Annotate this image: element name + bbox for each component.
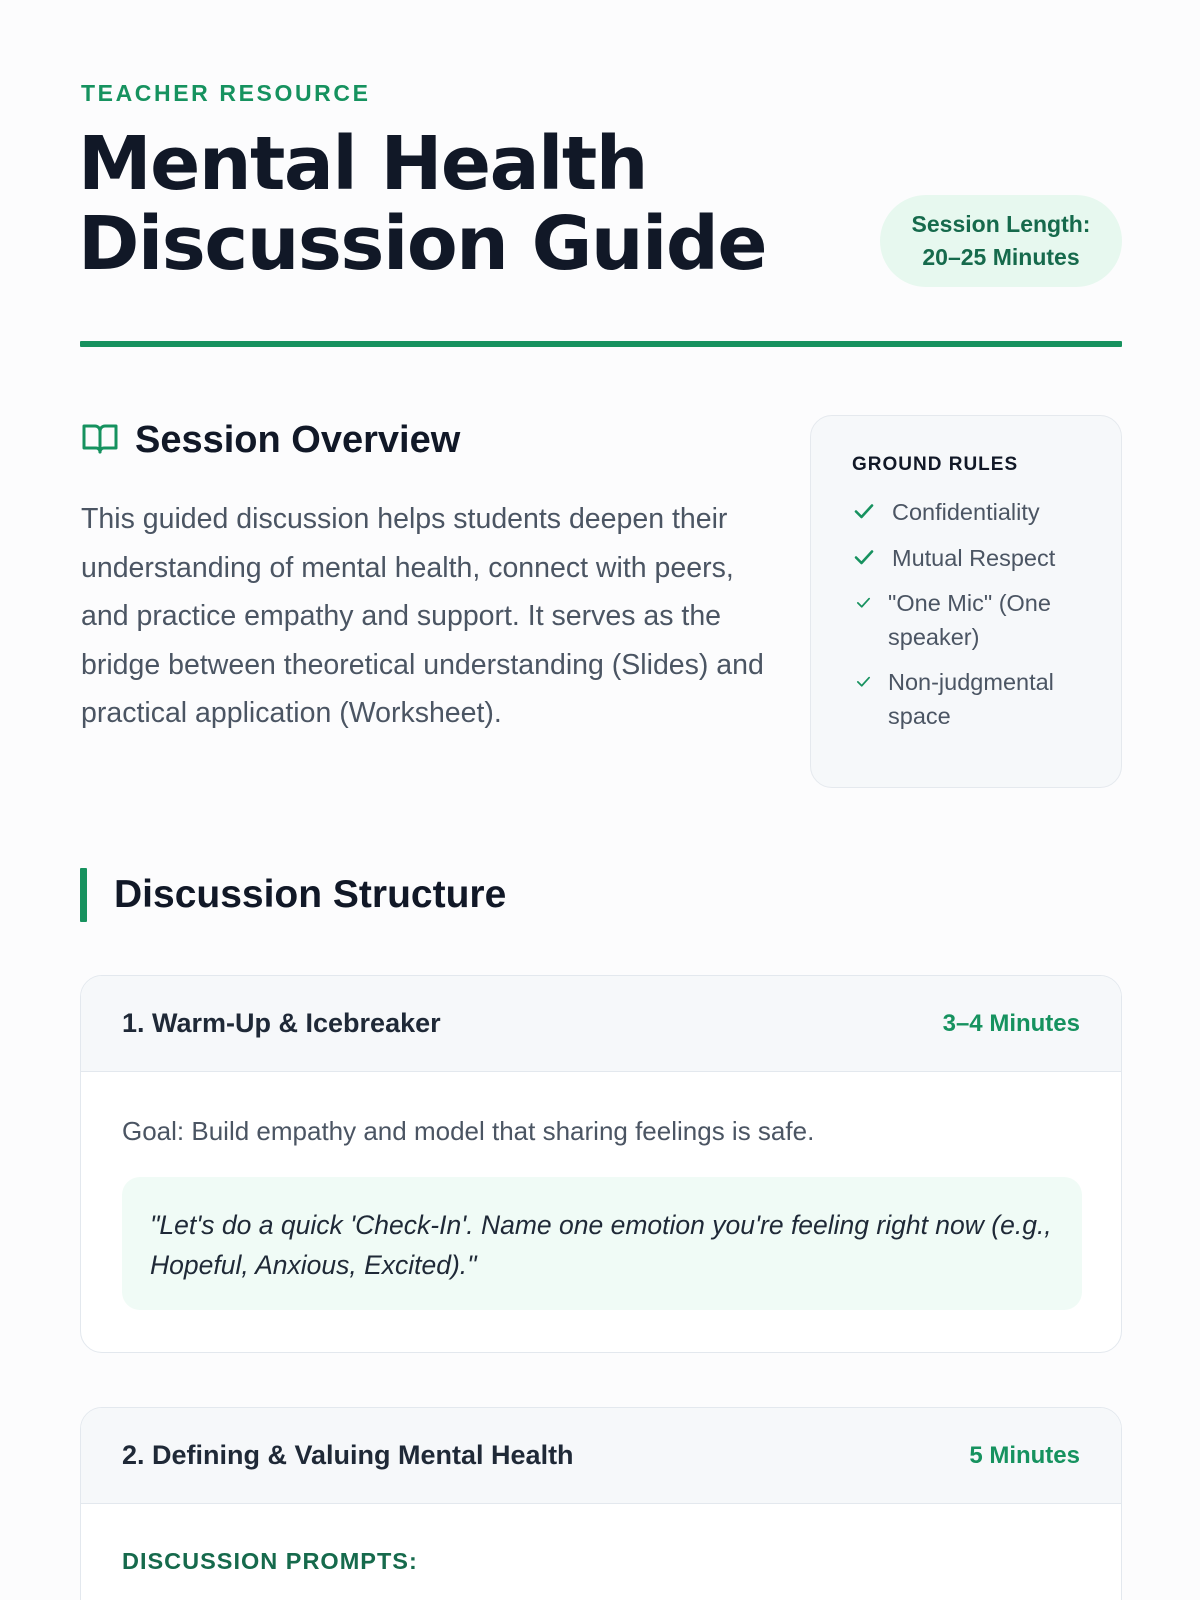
ground-rule-item	[852, 666, 1121, 733]
check-icon	[855, 594, 872, 611]
structure-title: Discussion Structure	[114, 873, 507, 916]
ground-rule-label: Confidentiality	[892, 499, 1040, 525]
section-card-warm-up	[80, 975, 1122, 1353]
overview-heading	[80, 418, 460, 463]
overview-description: This guided discussion helps students deepen their understanding of mental health, connect with peers, and practice empathy and support. It serves as the bridge between theoretical understanding (Slides) and practical application (Worksheet).	[81, 503, 764, 729]
overview-title: Session Overview	[135, 419, 461, 461]
section-duration: 5 Minutes	[969, 1441, 1080, 1469]
ground-rule-item	[852, 542, 1121, 576]
ground-rule-label: Non-judgmental space	[888, 669, 1054, 729]
book-open-icon	[80, 418, 120, 463]
ground-rules-card	[810, 415, 1122, 788]
session-length-label: Session Length:	[911, 211, 1091, 237]
ground-rule-item	[852, 587, 1121, 654]
section-card-header	[81, 976, 1121, 1072]
heading-accent-bar	[80, 868, 87, 922]
section-goal: Goal: Build empathy and model that sharing feelings is safe.	[122, 1116, 815, 1146]
ground-rules-title: GROUND RULES	[852, 454, 1019, 475]
discussion-prompts-label: DISCUSSION PROMPTS:	[122, 1548, 418, 1574]
section-title: 2. Defining & Valuing Mental Health	[122, 1440, 574, 1470]
ground-rule-item	[852, 496, 1121, 530]
structure-heading	[80, 868, 506, 922]
check-icon	[855, 673, 872, 690]
check-icon	[852, 499, 876, 523]
section-card-defining	[80, 1407, 1122, 1600]
session-length-value: 20–25 Minutes	[922, 244, 1080, 270]
check-icon	[852, 545, 876, 569]
page-title	[78, 121, 838, 287]
facilitator-quote: "Let's do a quick 'Check-In'. Name one emotion you're feeling right now (e.g., Hopeful, Anxious, Excited)."	[122, 1177, 1082, 1310]
ground-rule-label: "One Mic" (One speaker)	[888, 590, 1051, 650]
section-card-header	[81, 1408, 1121, 1504]
header-divider	[80, 341, 1122, 347]
section-card-body	[81, 1548, 1121, 1575]
section-title: 1. Warm-Up & Icebreaker	[122, 1008, 441, 1038]
ground-rule-label: Mutual Respect	[892, 544, 1056, 571]
section-card-body	[81, 1116, 1121, 1310]
page-title-line-2: Discussion Guide	[78, 201, 767, 287]
section-duration: 3–4 Minutes	[942, 1009, 1080, 1037]
page-title-line-1: Mental Health	[78, 121, 647, 207]
session-length-badge	[880, 195, 1122, 287]
eyebrow-label: TEACHER RESOURCE	[81, 80, 371, 106]
